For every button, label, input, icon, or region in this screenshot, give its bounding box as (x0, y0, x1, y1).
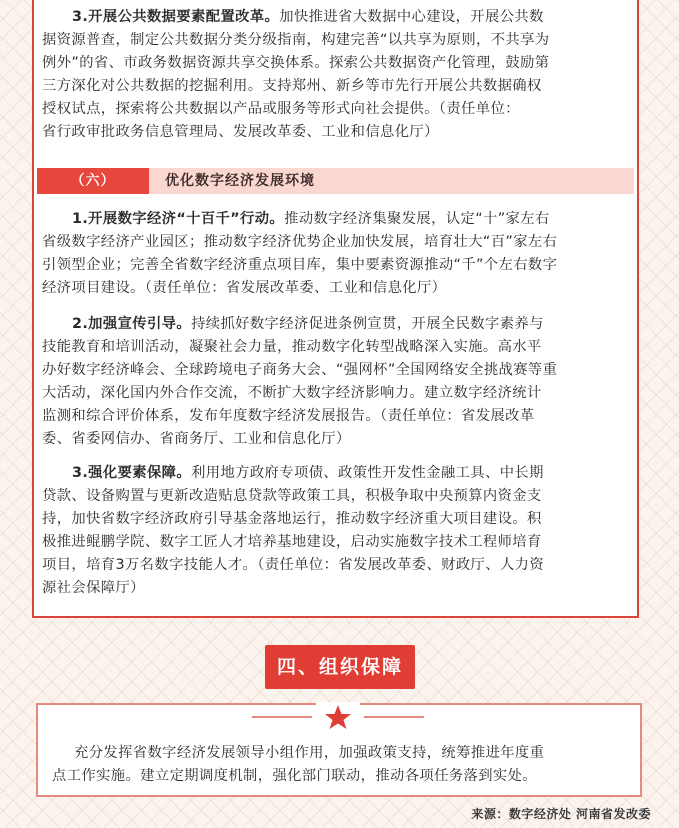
paragraph-line: 省行政审批政务信息管理局、发展改革委、工业和信息化厅） (42, 124, 439, 140)
paragraph-line: 授权试点，探索将公共数据以产品或服务等形式向社会提供。（责任单位： (42, 101, 520, 117)
paragraph-lead: 3.强化要素保障。 (72, 465, 192, 481)
star-holder (316, 702, 360, 732)
paragraph-line: 利用地方政府专项债、政策性开发性金融工具、中长期 (191, 465, 544, 481)
paragraph-line: 项目，培育3万名数字技能人才。（责任单位：省发展改革委、财政厅、人力资 (42, 557, 545, 573)
paragraph-public-data (42, 6, 630, 144)
paragraph-line: 例外”的省、市政务数据资源共享交换体系。探索公共数据资产化管理，鼓励第 (42, 55, 550, 71)
paragraph-lead: 3.开展公共数据要素配置改革。 (72, 9, 280, 25)
paragraph-line: 贷款、设备购置与更新改造贴息贷款等政策工具，积极争取中央预算内资金支 (42, 488, 542, 504)
section-title: 优化数字经济发展环境 (165, 173, 315, 189)
paragraph-line: 充分发挥省数字经济发展领导小组作用，加强政策支持，统筹推进年度重 (74, 745, 545, 761)
divider-right (364, 716, 424, 718)
divider-left (252, 716, 312, 718)
source-caption: 来源：数字经济处 河南省发改委 (471, 807, 651, 821)
paragraph-item-3 (42, 462, 630, 600)
paragraph-line: 点工作实施。建立定期调度机制，强化部门联动，推动各项任务落到实处。 (52, 768, 537, 784)
paragraph-line: 引领型企业；完善全省数字经济重点项目库，集中要素资源推动“千”个左右数字 (42, 257, 558, 273)
paragraph-line: 办好数字经济峰会、全球跨境电子商务大会、“强网杯”全国网络安全挑战赛等重 (42, 362, 558, 378)
paragraph-line: 经济项目建设。（责任单位：省发展改革委、工业和信息化厅） (42, 280, 447, 296)
paragraph-line: 源社会保障厅） (42, 580, 145, 596)
part-heading: 四、组织保障 (265, 645, 415, 689)
paragraph-line: 推动数字经济集聚发展，认定“十”家左右 (284, 211, 550, 227)
paragraph-line: 持续抓好数字经济促进条例宣贯，开展全民数字素养与 (191, 316, 544, 332)
paragraph-line: 据资源普查，制定公共数据分类分级指南，构建完善“以共享为原则，不共享为 (42, 32, 550, 48)
paragraph-lead: 1.开展数字经济“十百千”行动。 (72, 211, 285, 227)
paragraph-part-4 (52, 742, 626, 788)
star-icon (316, 702, 360, 732)
section-number: （六） (37, 168, 149, 194)
paragraph-line: 省级数字经济产业园区；推动数字经济优势企业加快发展，培育壮大“百”家左右 (42, 234, 558, 250)
paragraph-item-1 (42, 208, 630, 300)
section-header (37, 168, 634, 194)
paragraph-line: 大活动，深化国内外合作交流，不断扩大数字经济影响力。建立数字经济统计 (42, 385, 542, 401)
paragraph-item-2 (42, 313, 630, 451)
paragraph-line: 委、省委网信办、省商务厅、工业和信息化厅） (42, 431, 351, 447)
paragraph-line: 三方深化对公共数据的挖掘利用。支持郑州、新乡等市先行开展公共数据确权 (42, 78, 542, 94)
paragraph-line: 持，加快省数字经济政府引导基金落地运行，推动数字经济重大项目建设。积 (42, 511, 542, 527)
paragraph-line: 加快推进省大数据中心建设，开展公共数 (279, 9, 544, 25)
paragraph-lead: 2.加强宣传引导。 (72, 316, 192, 332)
paragraph-line: 监测和综合评价体系，发布年度数字经济发展报告。（责任单位：省发展改革 (42, 408, 535, 424)
paragraph-line: 技能教育和培训活动，凝聚社会力量，推动数字化转型战略深入实施。高水平 (42, 339, 542, 355)
paragraph-line: 极推进鲲鹏学院、数字工匠人才培养基地建设，启动实施数字技术工程师培育 (42, 534, 542, 550)
